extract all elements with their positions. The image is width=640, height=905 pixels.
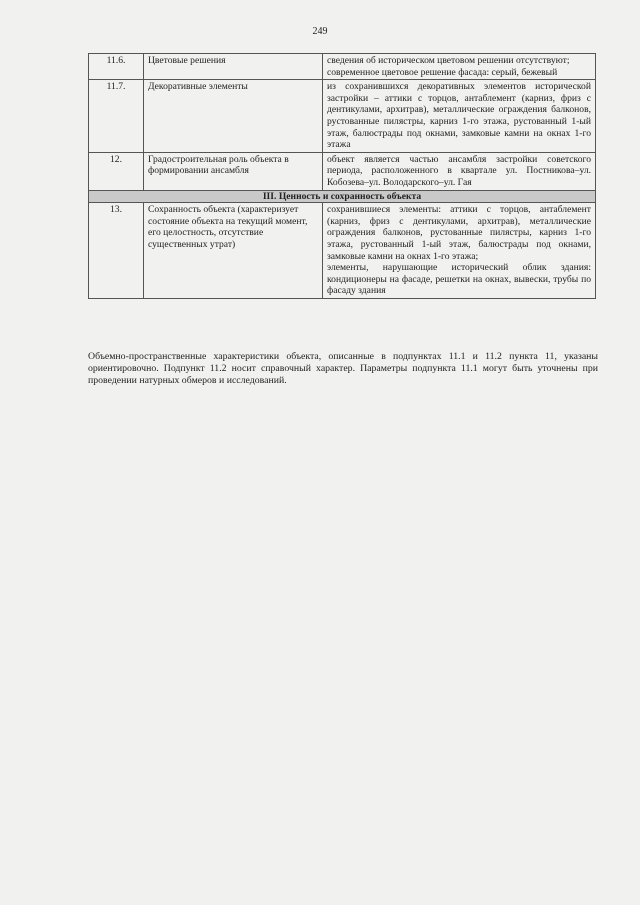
row-description xyxy=(323,54,596,80)
table-body-top xyxy=(89,54,596,191)
row-title: Сохранность объекта (характеризует состояние объекта на текущий момент, его целостность, отсутствие существенных утрат) xyxy=(144,203,323,299)
row-title: Цветовые решения xyxy=(144,54,323,80)
table-row xyxy=(89,54,596,80)
table-row xyxy=(89,203,596,299)
row-title: Декоративные элементы xyxy=(144,80,323,153)
description-line: из сохранившихся декоративных элементов исторической застройки – аттики с торцов, антаблемент (карниз, фриз с дентикулами, архитрав), металлические ограждения балконов, рустованные пилястры, карниз 1-го этажа, рустованный 1-ый этаж, балюстрады под окнами, замковые камни на окнах 1-го этажа xyxy=(327,81,591,151)
row-number: 12. xyxy=(89,152,144,190)
page-number: 249 xyxy=(312,26,328,37)
row-description xyxy=(323,80,596,153)
description-line: сохранившиеся элементы: аттики с торцов, антаблемент (карниз, фриз с дентикулами, архитрав), металлические ограждения балконов, рустованные пилястры, карниз 1-го этажа, рустованный 1-ый этаж, балюстрады под окнами, замковые камни на окнах 1-го этажа; xyxy=(327,204,591,262)
row-description xyxy=(323,152,596,190)
row-number: 11.7. xyxy=(89,80,144,153)
section-header-row xyxy=(89,190,596,203)
row-title: Градостроительная роль объекта в формировании ансамбля xyxy=(144,152,323,190)
description-line: современное цветовое решение фасада: серый, бежевый xyxy=(327,66,558,78)
description-line: сведения об историческом цветовом решении отсутствуют; xyxy=(327,55,570,66)
row-description xyxy=(323,203,596,299)
table-row xyxy=(89,80,596,153)
table-section xyxy=(89,190,596,203)
section-header: III. Ценность и сохранность объекта xyxy=(89,190,596,203)
description-line: элементы, нарушающие исторический облик здания: кондиционеры на фасаде, решетки на окнах, вывески, трубы по фасаду здания xyxy=(327,262,591,297)
table-row xyxy=(89,152,596,190)
object-characteristics-table xyxy=(88,53,596,299)
footnote-paragraph: Объемно-пространственные характеристики объекта, описанные в подпунктах 11.1 и 11.2 пункта 11, указаны ориентировочно. Подпункт 11.2 носит справочный характер. Параметры подпункта 11.1 могут быть уточнены при проведении натурных обмеров и исследований. xyxy=(88,351,598,386)
table-body-bottom xyxy=(89,203,596,299)
row-number: 11.6. xyxy=(89,54,144,80)
row-number: 13. xyxy=(89,203,144,299)
description-line: объект является частью ансамбля застройки советского периода, расположенного в квартале ул. Постникова–ул. Кобозева–ул. Володарского–ул. Гая xyxy=(327,153,591,188)
